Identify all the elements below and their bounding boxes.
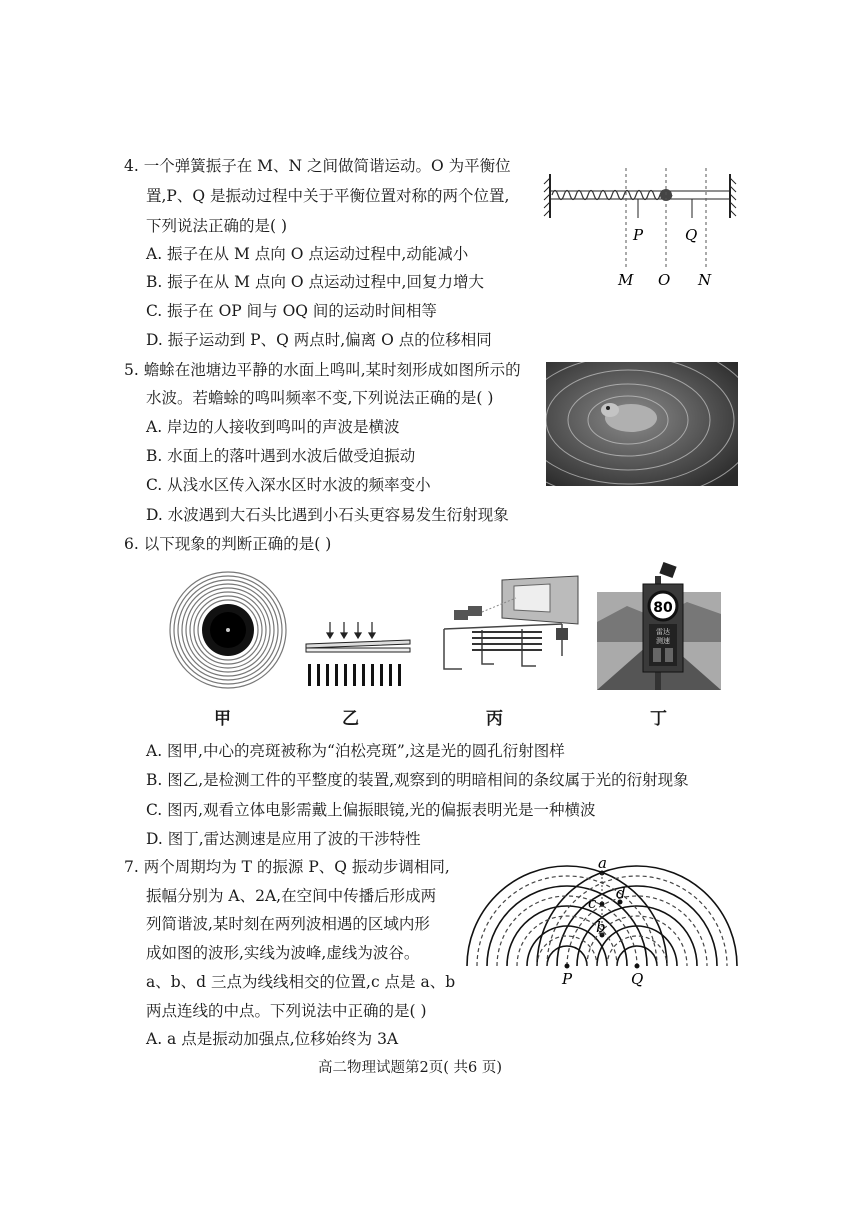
speed-limit-text: 80: [653, 600, 673, 616]
q7-stem-line: 两点连线的中点。下列说法中正确的是( ): [146, 1002, 427, 1020]
q4-option-d: D. 振子运动到 P、Q 两点时,偏离 O 点的位移相同: [146, 331, 492, 349]
caption-bing: 丙: [486, 709, 503, 729]
q6-option-d: D. 图丁,雷达测速是应用了波的干涉特性: [146, 830, 421, 848]
toad-water-photo: [546, 362, 738, 486]
q4-option-c: C. 振子在 OP 间与 OQ 间的运动时间相等: [146, 302, 437, 320]
wave-interference-figure: [464, 856, 740, 988]
label-d: d: [616, 884, 626, 902]
q5-stem-line: 水波。若蟾蜍的鸣叫频率不变,下列说法正确的是( ): [146, 389, 494, 407]
q6-stem: 6. 以下现象的判断正确的是( ): [124, 535, 332, 553]
q5-stem-line: 5. 蟾蜍在池塘边平静的水面上鸣叫,某时刻形成如图所示的: [124, 361, 521, 379]
q7-stem-line: 振幅分别为 A、2A,在空间中传播后形成两: [146, 887, 437, 905]
spring-coil: [552, 191, 672, 200]
label-n: N: [698, 271, 712, 289]
q6-option-b: B. 图乙,是检测工件的平整度的装置,观察到的明暗相间的条纹属于光的衍射现象: [146, 771, 689, 789]
label-source-q: Q: [631, 970, 644, 988]
q5-option-a: A. 岸边的人接收到鸣叫的声波是横波: [146, 418, 400, 436]
q7-stem-line: a、b、d 三点为线线相交的位置,c 点是 a、b: [146, 973, 456, 991]
q7-stem-line: 7. 两个周期均为 T 的振源 P、Q 振动步调相同,: [124, 858, 450, 876]
q5-option-b: B. 水面上的落叶遇到水波后做受迫振动: [146, 447, 416, 465]
label-source-p: P: [562, 970, 573, 988]
radar-text: 雷达: [656, 628, 670, 636]
q7-option-a: A. a 点是振动加强点,位移始终为 3A: [146, 1030, 399, 1048]
q6-option-a: A. 图甲,中心的亮斑被称为“泊松亮斑”,这是光的圆孔衍射图样: [146, 742, 565, 760]
caption-ding: 丁: [650, 709, 667, 729]
caption-jia: 甲: [214, 709, 231, 729]
label-q: Q: [685, 226, 698, 244]
label-b: b: [596, 918, 606, 936]
page-footer: 高二物理试题第2页( 共6 页): [318, 1060, 502, 1076]
spring-oscillator-figure: [540, 168, 745, 293]
q7-stem-line: 列简谐波,某时刻在两列波相遇的区域内形: [146, 915, 430, 933]
q6-option-c: C. 图丙,观看立体电影需戴上偏振眼镜,光的偏振表明光是一种横波: [146, 801, 596, 819]
q4-stem-line: 下列说法正确的是( ): [146, 217, 288, 235]
q4-option-b: B. 振子在从 M 点向 O 点运动过程中,回复力增大: [146, 273, 484, 291]
label-a: a: [598, 856, 607, 872]
q4-option-a: A. 振子在从 M 点向 O 点运动过程中,动能减小: [146, 245, 469, 263]
q4-stem-line: 置,P、Q 是振动过程中关于平衡位置对称的两个位置,: [146, 187, 510, 205]
caption-yi: 乙: [342, 709, 359, 729]
poisson-spot-figure: [168, 570, 288, 690]
3d-movie-projector-figure: [432, 574, 582, 679]
label-m: M: [618, 271, 634, 289]
q5-option-d: D. 水波遇到大石头比遇到小石头更容易发生衍射现象: [146, 506, 509, 524]
q7-stem-line: 成如图的波形,实线为波峰,虚线为波谷。: [146, 944, 420, 962]
q4-stem-line: 4. 一个弹簧振子在 M、N 之间做简谐运动。O 为平衡位: [124, 157, 511, 175]
label-o: O: [658, 271, 671, 289]
q5-option-c: C. 从浅水区传入深水区时水波的频率变小: [146, 476, 431, 494]
radar-speed-sign-photo: [597, 562, 721, 690]
label-c: c: [588, 894, 597, 912]
label-p: P: [633, 226, 644, 244]
speed-text: 测速: [656, 637, 670, 645]
flatness-test-figure: [300, 620, 415, 690]
